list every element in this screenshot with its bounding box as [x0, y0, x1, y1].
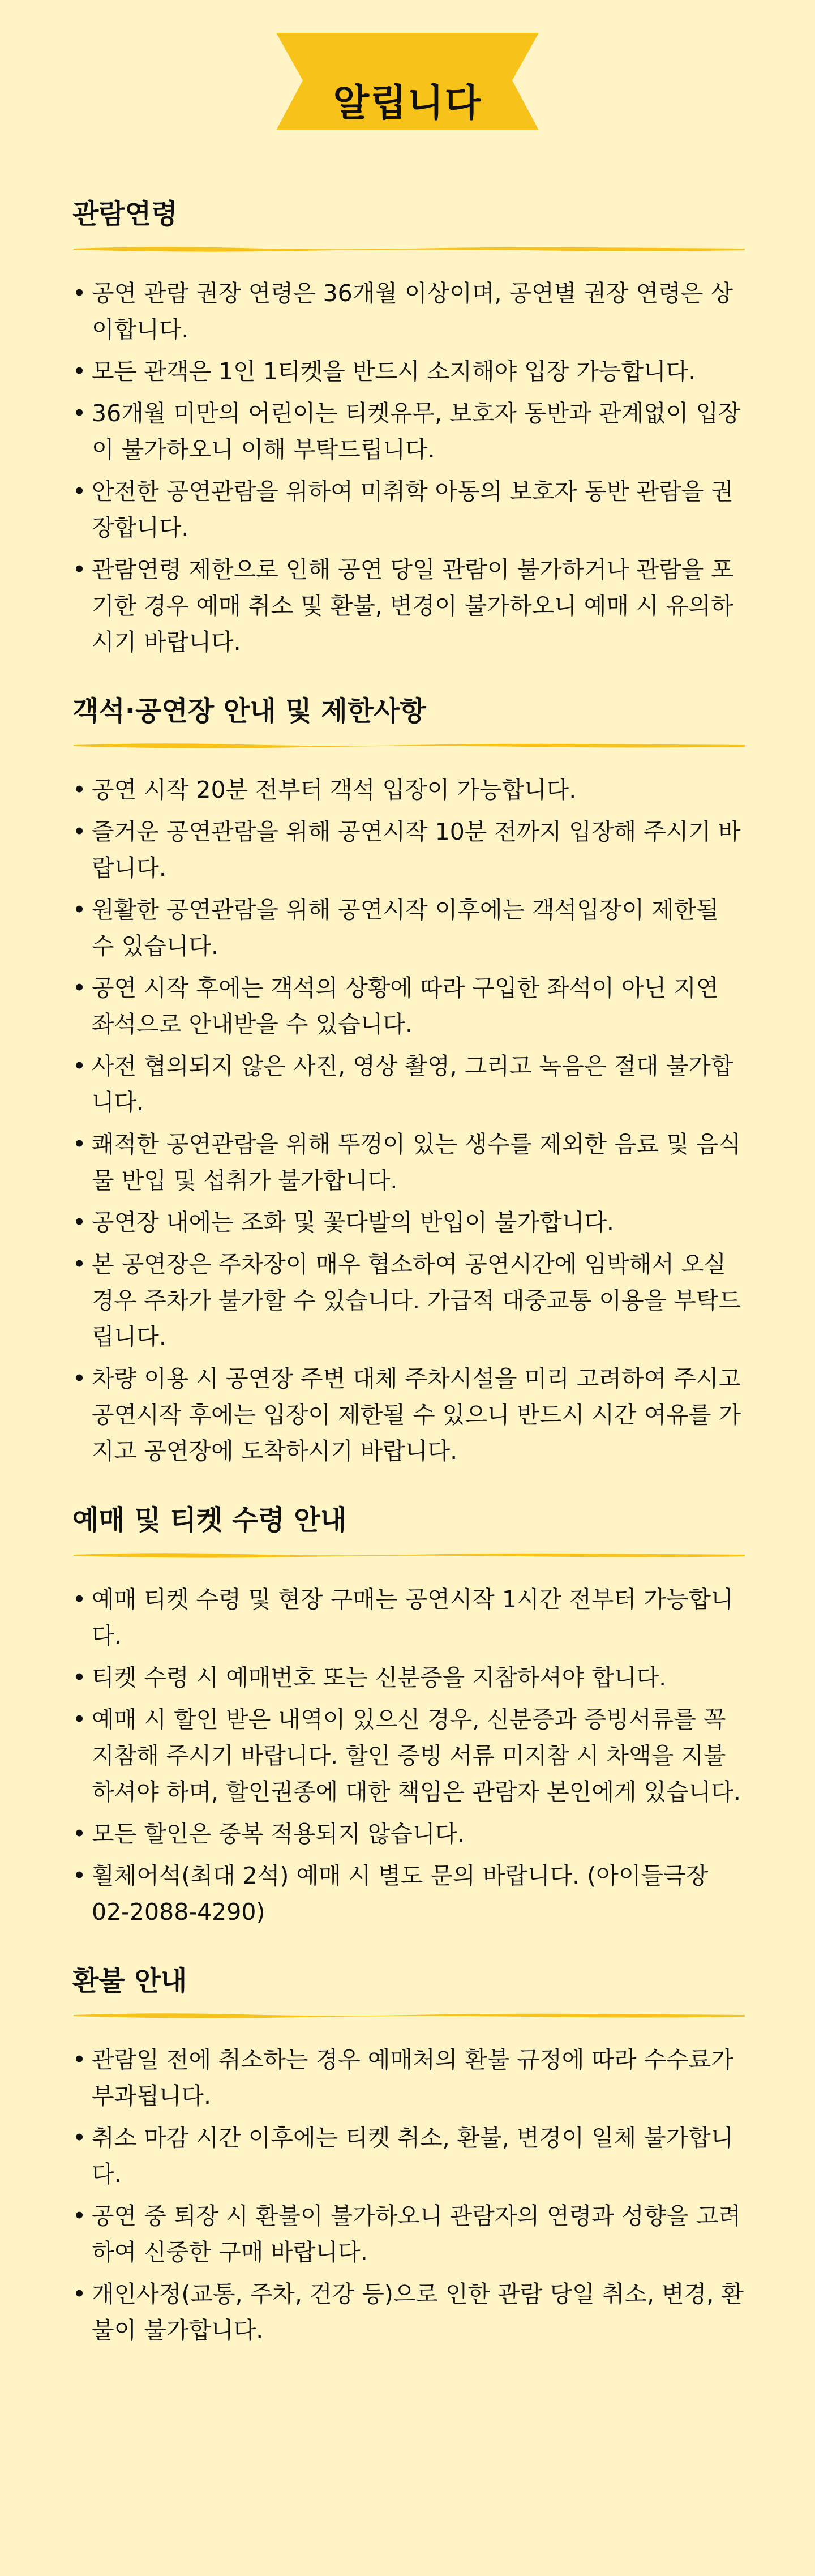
notice-text: 예매 티켓 수령 및 현장 구매는 공연시작 1시간 전부터 가능합니다. [92, 1585, 734, 1649]
notice-text: 36개월 미만의 어린이는 티켓유무, 보호자 동반과 관계없이 입장이 불가하오니 이해 부탁드립니다. [92, 399, 741, 463]
notice-section [72, 1965, 746, 2349]
notice-list-item [72, 1048, 746, 1120]
notice-text: 휠체어석(최대 2석) 예매 시 별도 문의 바랍니다. (아이들극장 02-2088-4290) [92, 1862, 709, 1925]
notice-list-item [72, 1581, 746, 1654]
notice-text: 개인사정(교통, 주차, 건강 등)으로 인한 관람 당일 취소, 변경, 환불이 불가합니다. [92, 2280, 744, 2344]
notice-text: 본 공연장은 주차장이 매우 협소하여 공연시간에 임박해서 오실 경우 주차가 불가할 수 있습니다. 가급적 대중교통 이용을 부탁드립니다. [92, 1251, 741, 1351]
notice-text: 취소 마감 시간 이후에는 티켓 취소, 환불, 변경이 일체 불가합니다. [92, 2124, 734, 2188]
notice-text: 모든 관객은 1인 1티켓을 반드시 소지해야 입장 가능합니다. [92, 357, 696, 385]
notice-section [72, 1504, 746, 1930]
section-title: 관람연령 [72, 198, 178, 230]
notice-text: 원활한 공연관람을 위해 공연시작 이후에는 객석입장이 제한될 수 있습니다. [92, 896, 719, 960]
bullet-icon: • [72, 896, 87, 924]
bullet-icon: • [72, 1705, 87, 1733]
bullet-icon: • [72, 1131, 87, 1158]
bullet-icon: • [72, 2124, 87, 2152]
notice-text: 티켓 수령 시 예매번호 또는 신분증을 지참하셔야 합니다. [92, 1663, 667, 1691]
section-title: 객석·공연장 안내 및 제한사항 [72, 695, 426, 727]
notice-list [72, 1581, 746, 1930]
bullet-icon: • [72, 1862, 87, 1889]
notice-sections [72, 198, 746, 2384]
section-underline-brush [72, 2011, 746, 2019]
notice-list-item [72, 2120, 746, 2192]
notice-list-item [72, 1126, 746, 1199]
notice-text: 공연 시작 후에는 객석의 상황에 따라 구입한 좌석이 아닌 지연 좌석으로 안내받을 수 있습니다. [92, 974, 719, 1038]
notice-list-item [72, 1858, 746, 1930]
bullet-icon: • [72, 477, 87, 505]
section-underline-brush [72, 245, 746, 253]
bullet-icon: • [72, 2280, 87, 2308]
section-title: 예매 및 티켓 수령 안내 [72, 1504, 347, 1537]
notice-list-item [72, 2276, 746, 2348]
notice-text: 쾌적한 공연관람을 위해 뚜껑이 있는 생수를 제외한 음료 및 음식물 반입 및 섭취가 불가합니다. [92, 1131, 741, 1195]
notice-list-item [72, 353, 746, 390]
notice-text: 안전한 공연관람을 위하여 미취학 아동의 보호자 동반 관람을 권장합니다. [92, 477, 734, 541]
notice-list-item [72, 473, 746, 546]
notice-list-item [72, 2198, 746, 2270]
bullet-icon: • [72, 279, 87, 307]
notice-text: 예매 시 할인 받은 내역이 있으신 경우, 신분증과 증빙서류를 꼭 지참해 주시기 바랍니다. 할인 증빙 서류 미지참 시 차액을 지불하셔야 하며, 할인권종에 대한 책임은 관람자 본인에게 있습니다. [92, 1705, 741, 1805]
notice-text: 공연 관람 권장 연령은 36개월 이상이며, 공연별 권장 연령은 상이합니다. [92, 279, 734, 343]
bullet-icon: • [72, 2046, 87, 2074]
bullet-icon: • [72, 1251, 87, 1278]
notice-list-item [72, 1659, 746, 1696]
notice-text: 공연 중 퇴장 시 환불이 불가하오니 관람자의 연령과 성향을 고려하여 신중한 구매 바랍니다. [92, 2202, 741, 2266]
notice-list-item [72, 1204, 746, 1240]
bullet-icon: • [72, 555, 87, 583]
bullet-icon: • [72, 1209, 87, 1236]
notice-text: 차량 이용 시 공연장 주변 대체 주차시설을 미리 고려하여 주시고 공연시작 후에는 입장이 제한될 수 있으니 반드시 시간 여유를 가지고 공연장에 도착하시기 바랍니다. [92, 1365, 741, 1465]
bullet-icon: • [72, 357, 87, 385]
bullet-icon: • [72, 1820, 87, 1847]
section-underline-brush [72, 741, 746, 749]
notice-list-item [72, 1816, 746, 1852]
bullet-icon: • [72, 1585, 87, 1613]
notice-list [72, 772, 746, 1469]
notice-list-item [72, 551, 746, 660]
notice-list-item [72, 892, 746, 964]
notice-section [72, 198, 746, 660]
notice-text: 사전 협의되지 않은 사진, 영상 촬영, 그리고 녹음은 절대 불가합니다. [92, 1052, 734, 1116]
banner-title: 알립니다 [333, 81, 482, 125]
bullet-icon: • [72, 776, 87, 804]
notice-banner [0, 0, 815, 181]
notice-text: 관람일 전에 취소하는 경우 예매처의 환불 규정에 따라 수수료가 부과됩니다. [92, 2046, 734, 2110]
bullet-icon: • [72, 1663, 87, 1691]
section-underline-brush [72, 1551, 746, 1559]
notice-list [72, 2042, 746, 2348]
notice-list-item [72, 2042, 746, 2114]
bullet-icon: • [72, 2202, 87, 2230]
notice-text: 공연장 내에는 조화 및 꽃다발의 반입이 불가합니다. [92, 1209, 614, 1236]
bullet-icon: • [72, 974, 87, 1002]
notice-text: 모든 할인은 중복 적용되지 않습니다. [92, 1820, 465, 1847]
notice-list [72, 275, 746, 660]
notice-list-item [72, 1360, 746, 1469]
notice-list-item [72, 1246, 746, 1355]
notice-list-item [72, 772, 746, 808]
bullet-icon: • [72, 818, 87, 846]
notice-list-item [72, 1701, 746, 1810]
bullet-icon: • [72, 1365, 87, 1393]
notice-list-item [72, 395, 746, 468]
notice-list-item [72, 814, 746, 886]
notice-text: 공연 시작 20분 전부터 객석 입장이 가능합니다. [92, 776, 577, 804]
notice-section [72, 695, 746, 1470]
notice-text: 즐거운 공연관람을 위해 공연시작 10분 전까지 입장해 주시기 바랍니다. [92, 818, 741, 882]
section-title: 환불 안내 [72, 1965, 187, 1997]
notice-list-item [72, 275, 746, 348]
bullet-icon: • [72, 1052, 87, 1080]
notice-list-item [72, 970, 746, 1042]
notice-text: 관람연령 제한으로 인해 공연 당일 관람이 불가하거나 관람을 포기한 경우 예매 취소 및 환불, 변경이 불가하오니 예매 시 유의하시기 바랍니다. [92, 555, 734, 656]
bullet-icon: • [72, 399, 87, 427]
